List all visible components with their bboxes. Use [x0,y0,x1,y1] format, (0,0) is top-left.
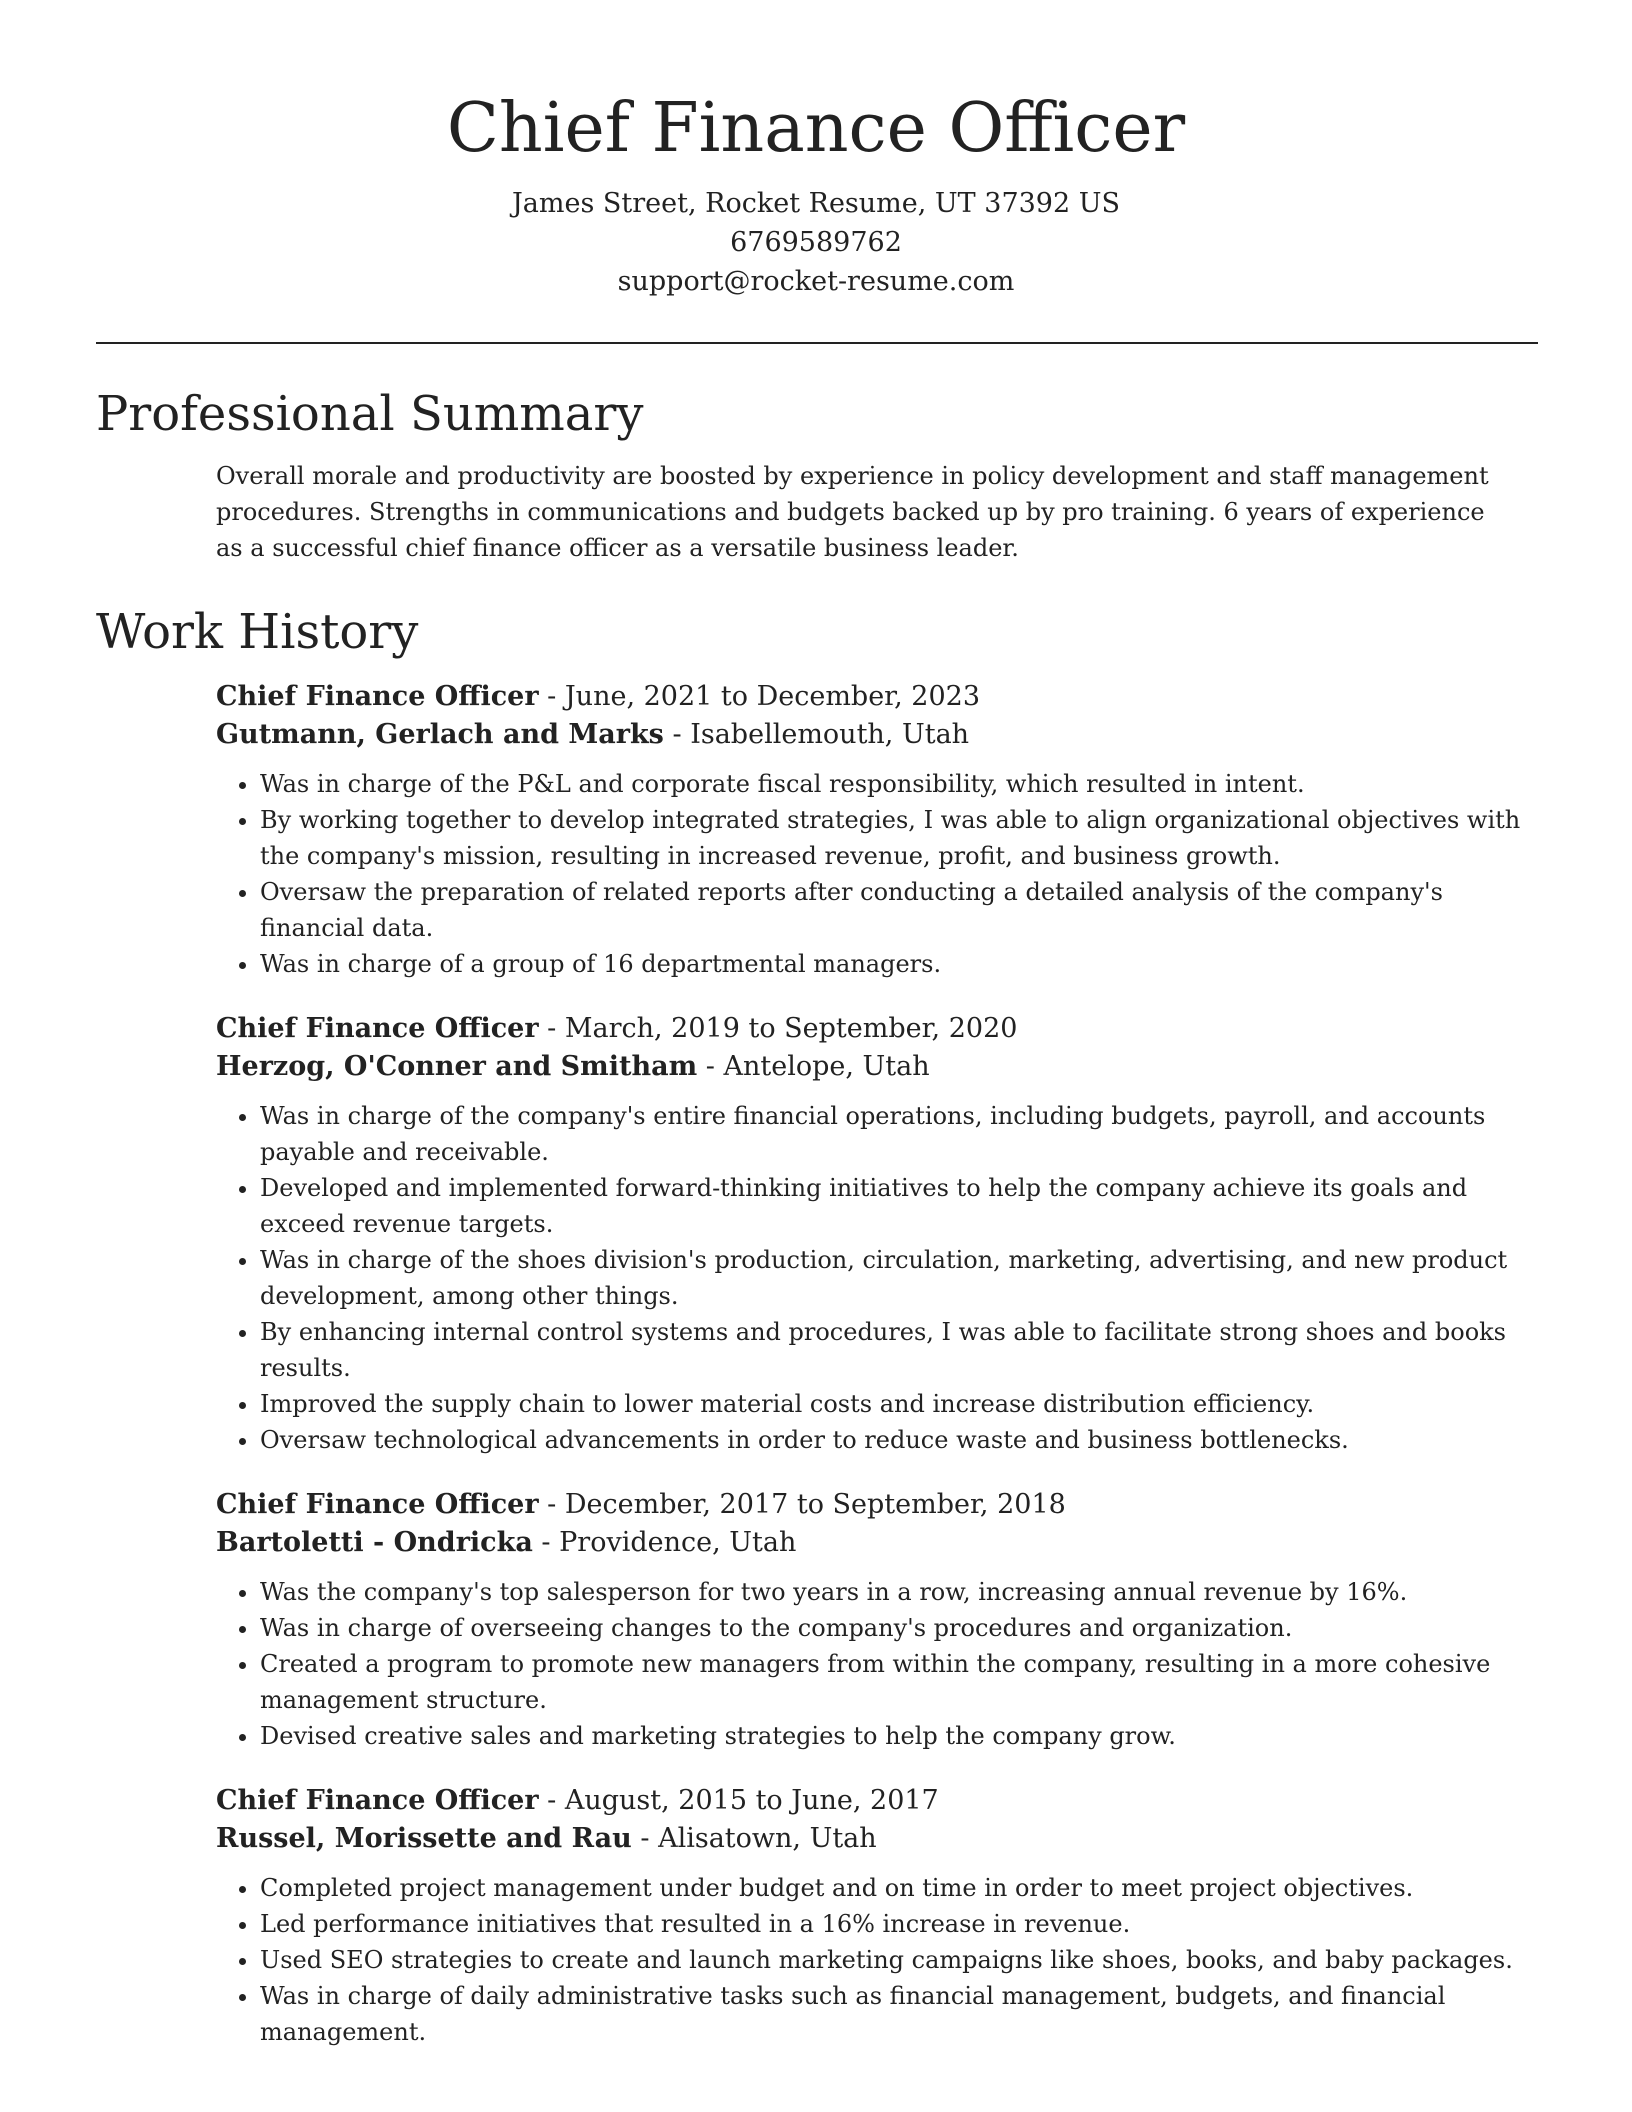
summary-text: Overall morale and productivity are boosted by experience in policy development and staff management procedures. Strengths in communications and budgets backed up by pro training. 6 years of experience as a successful chief finance officer as a versatile business leader. [216,462,1489,562]
job-bullet: • By working together to develop integrated strategies, I was able to align organizational objectives with the company's mission, resulting in increased revenue, profit, and business growth. [260,802,1538,874]
job-bullet: • Developed and implemented forward-thinking initiatives to help the company achieve its goals and exceed revenue targets. [260,1170,1538,1242]
job-bullet: • Completed project management under budget and on time in order to meet project objectives. [260,1870,1538,1906]
job-bullet: • Was the company's top salesperson for two years in a row, increasing annual revenue by 16%. [260,1574,1538,1610]
job-title-line [216,678,1538,716]
job-title-line [216,1782,1538,1820]
job-bullet: • Oversaw the preparation of related reports after conducting a detailed analysis of the company's financial data. [260,874,1538,946]
separator: - [538,1489,565,1520]
resume-header [0,84,1632,301]
job-title-line [216,1010,1538,1048]
job-bullet: • Was in charge of a group of 16 departmental managers. [260,946,1538,982]
contact-address: James Street, Rocket Resume, UT 37392 US [511,188,1120,219]
job-bullet: • Devised creative sales and marketing strategies to help the company grow. [260,1718,1538,1754]
job-bullet: • Was in charge of the shoes division's production, circulation, marketing, advertising, and new product development, among other things. [260,1242,1538,1314]
separator: - [538,1013,565,1044]
job-bullet: • By enhancing internal control systems and procedures, I was able to facilitate strong shoes and books results. [260,1314,1538,1386]
work-history-heading: Work History [96,604,419,660]
job-bullets [216,1574,1538,1754]
job-employer: Russel, Morissette and Rau [216,1823,632,1854]
job-title: Chief Finance Officer [216,1785,539,1816]
job-bullet: • Was in charge of the company's entire financial operations, including budgets, payroll, and accounts payable and receivable. [260,1098,1538,1170]
job-employer-line [216,1524,1538,1562]
job-location: Alisatown, Utah [658,1823,877,1854]
job-bullet: • Improved the supply chain to lower material costs and increase distribution efficiency. [260,1386,1538,1422]
job-title-line [216,1486,1538,1524]
job-title: Chief Finance Officer [216,1013,539,1044]
header-divider [96,342,1538,344]
summary-heading: Professional Summary [96,386,644,442]
resume-content [96,378,1538,2078]
job-dates: December, 2017 to September, 2018 [564,1489,1066,1520]
job-bullets [216,1870,1538,2050]
job-dates: August, 2015 to June, 2017 [564,1785,939,1816]
job-bullets [216,1098,1538,1458]
job-employer: Herzog, O'Conner and Smitham [216,1051,698,1082]
job-bullet: • Was in charge of daily administrative tasks such as financial management, budgets, and financial management. [260,1978,1538,2050]
contact-phone: 6769589762 [730,227,902,258]
job-bullet: • Used SEO strategies to create and launch marketing campaigns like shoes, books, and baby packages. [260,1942,1538,1978]
job-bullet: • Led performance initiatives that resulted in a 16% increase in revenue. [260,1906,1538,1942]
job-employer-line [216,716,1538,754]
job-location: Isabellemouth, Utah [690,719,970,750]
job-location: Providence, Utah [559,1527,797,1558]
job-bullet: • Created a program to promote new managers from within the company, resulting in a more cohesive management structure. [260,1646,1538,1718]
job-employer-line [216,1820,1538,1858]
job-employer-line [216,1048,1538,1086]
job-bullets [216,766,1538,982]
job-location: Antelope, Utah [723,1051,930,1082]
job-employer: Bartoletti - Ondricka [216,1527,533,1558]
job-bullet: • Was in charge of the P&L and corporate fiscal responsibility, which resulted in intent. [260,766,1538,802]
job-bullet: • Was in charge of overseeing changes to the company's procedures and organization. [260,1610,1538,1646]
separator: - [697,1051,724,1082]
contact-block [0,184,1632,301]
job-entry [216,1782,1538,2050]
separator: - [538,681,565,712]
contact-email: support@rocket-resume.com [617,266,1015,297]
job-employer: Gutmann, Gerlach and Marks [216,719,664,750]
job-dates: March, 2019 to September, 2020 [564,1013,1018,1044]
separator: - [532,1527,560,1558]
job-title: Chief Finance Officer [216,681,539,712]
job-dates: June, 2021 to December, 2023 [564,681,980,712]
job-entry [216,678,1538,982]
separator: - [538,1785,565,1816]
separator: - [631,1823,659,1854]
job-entry [216,1010,1538,1458]
job-title: Chief Finance Officer [216,1489,539,1520]
resume-name: Chief Finance Officer [446,89,1186,168]
job-entry [216,1486,1538,1754]
separator: - [663,719,691,750]
job-bullet: • Oversaw technological advancements in order to reduce waste and business bottlenecks. [260,1422,1538,1458]
